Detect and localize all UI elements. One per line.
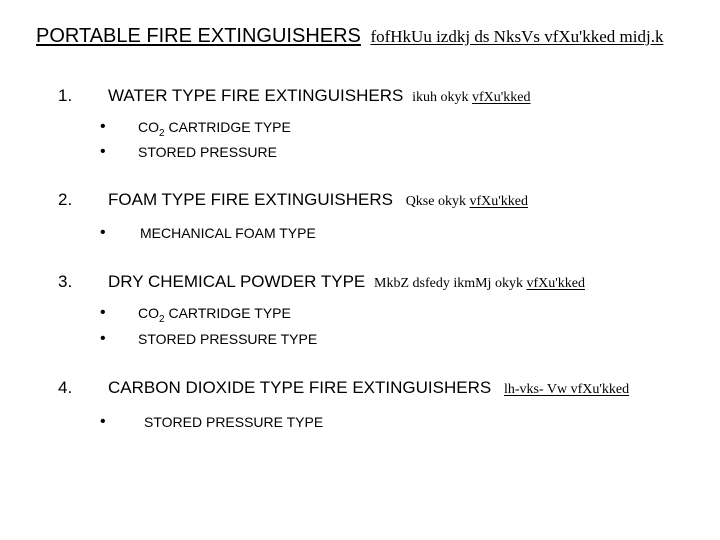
section-heading	[108, 272, 585, 294]
section-heading	[108, 86, 530, 108]
item-subscript: 2	[159, 127, 165, 139]
bullet-icon: •	[100, 330, 106, 347]
bullet-icon: •	[100, 224, 106, 241]
list-item	[138, 304, 291, 325]
hindi-plain: Qkse okyk	[405, 194, 470, 209]
list-item	[138, 118, 291, 139]
section-number: 4.	[58, 378, 73, 397]
list-item	[144, 413, 323, 431]
hindi-plain: ikuh okyk	[412, 90, 472, 105]
section-heading-hindi	[412, 90, 530, 105]
section-number: 2.	[58, 190, 73, 209]
section-heading-hindi	[374, 276, 585, 291]
section-heading-english: WATER TYPE FIRE EXTINGUISHERS	[108, 86, 404, 105]
bullet-icon: •	[100, 118, 106, 135]
list-item	[138, 330, 317, 348]
list-item	[140, 224, 316, 242]
item-text: MECHANICAL FOAM TYPE	[140, 225, 316, 241]
section-heading	[108, 378, 629, 400]
hindi-underlined: vfXu'kked	[471, 90, 531, 105]
item-text-suffix: CARTRIDGE TYPE	[164, 119, 291, 135]
item-text: STORED PRESSURE	[138, 144, 277, 160]
hindi-plain: MkbZ dsfedy ikmMj okyk	[374, 276, 527, 291]
item-text: CO	[138, 305, 159, 321]
title-hindi: fofHkUu izdkj ds NksVs vfXu'kked midj.k	[370, 27, 664, 46]
hindi-underlined: lh-vks- Vw vfXu'kked	[503, 382, 630, 397]
hindi-underlined: vfXu'kked	[469, 194, 528, 209]
bullet-icon: •	[100, 304, 106, 321]
bullet-icon: •	[100, 143, 106, 160]
item-text: STORED PRESSURE TYPE	[138, 331, 318, 347]
section-heading-english: FOAM TYPE FIRE EXTINGUISHERS	[108, 190, 393, 209]
item-text: STORED PRESSURE TYPE	[144, 414, 324, 430]
section-number: 1.	[58, 86, 73, 105]
title-english: PORTABLE FIRE EXTINGUISHERS	[36, 25, 361, 47]
section-heading-hindi	[504, 382, 629, 397]
item-text-suffix: CARTRIDGE TYPE	[164, 305, 291, 321]
page-title	[36, 24, 663, 49]
list-item	[138, 143, 277, 161]
item-subscript: 2	[159, 313, 165, 325]
section-number: 3.	[58, 272, 73, 291]
section-heading-hindi	[406, 194, 528, 209]
bullet-icon: •	[100, 413, 106, 430]
hindi-underlined: vfXu'kked	[526, 276, 585, 291]
item-text: CO	[138, 119, 159, 135]
section-heading	[108, 190, 528, 212]
section-heading-english: CARBON DIOXIDE TYPE FIRE EXTINGUISHERS	[108, 378, 492, 397]
section-heading-english: DRY CHEMICAL POWDER TYPE	[108, 272, 366, 291]
